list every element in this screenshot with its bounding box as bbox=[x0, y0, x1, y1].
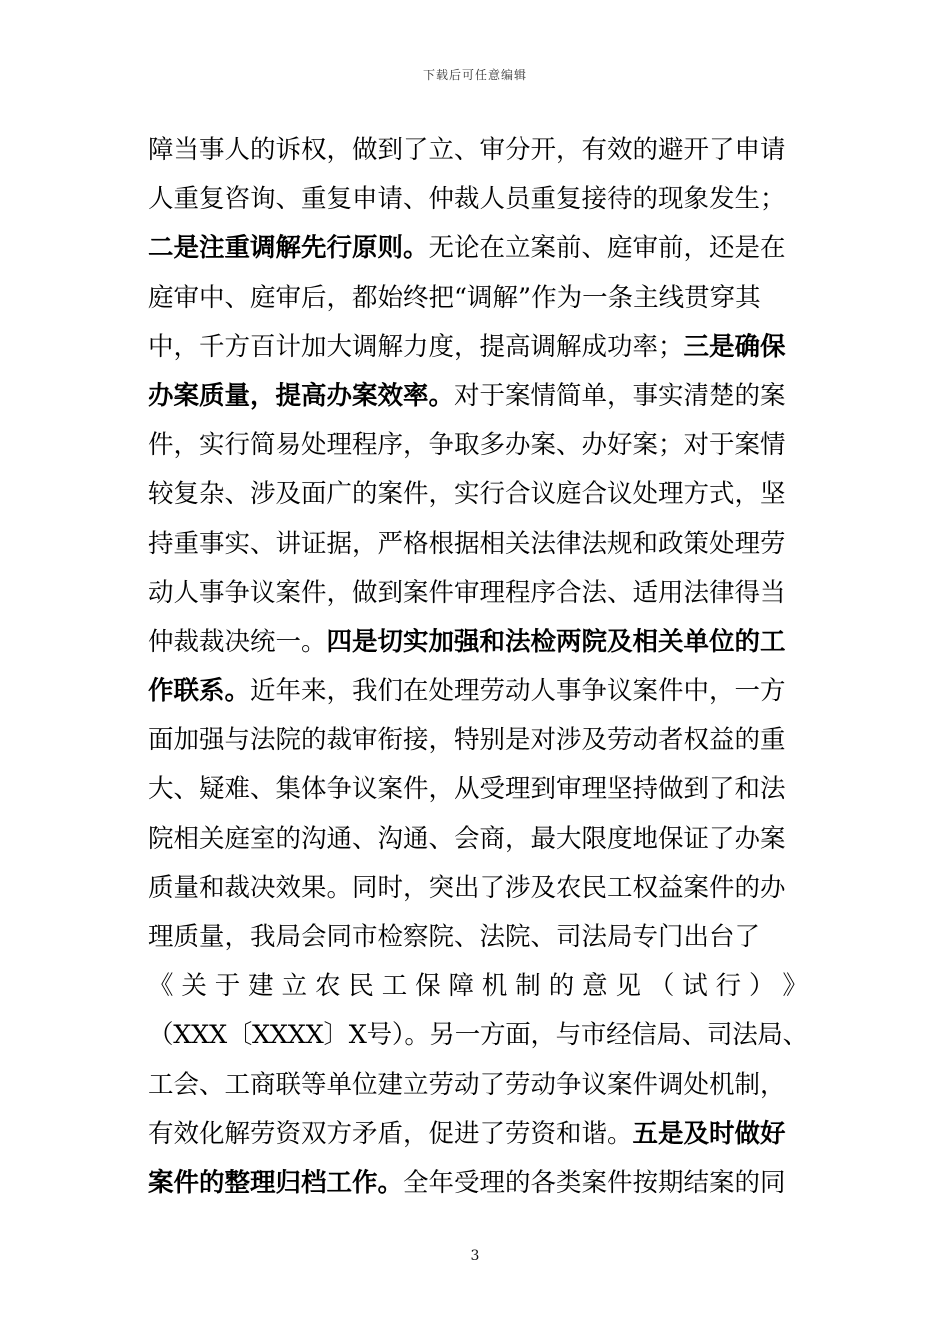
text-segment: 中，千方百计加大调解力度，提高调解成功率； bbox=[148, 331, 684, 362]
text-line bbox=[148, 520, 808, 569]
text-line bbox=[148, 1061, 808, 1110]
text-segment: 有效化解劳资双方矛盾，促进了劳资和谐。 bbox=[148, 1118, 633, 1149]
text-char: 关 bbox=[181, 971, 207, 1002]
text-char: 障 bbox=[448, 971, 475, 1002]
text-char: 试 bbox=[682, 971, 708, 1002]
text-segment: 大、疑难、集体争议案件，从受理到审理坚持做到了和法 bbox=[148, 774, 786, 805]
text-line bbox=[148, 618, 808, 667]
text-line bbox=[148, 667, 808, 716]
text-segment: 障当事人的诉权，做到了立、审分开，有效的避开了申请 bbox=[148, 135, 786, 165]
text-char: 意 bbox=[582, 971, 608, 1002]
text-segment: 人重复咨询、重复申请、仲裁人员重复接待的现象发生； bbox=[148, 184, 786, 215]
text-segment: 较复杂、涉及面广的案件，实行合议庭合议处理方式，坚 bbox=[148, 479, 786, 510]
text-segment: 质量和裁决效果。同时，突出了涉及农民工权益案件的办 bbox=[148, 872, 786, 903]
text-line bbox=[148, 470, 808, 519]
text-char: ） bbox=[749, 971, 775, 1002]
text-line bbox=[148, 1159, 808, 1208]
text-segment: 仲裁裁决统一。 bbox=[148, 626, 327, 657]
text-line bbox=[148, 1011, 808, 1060]
text-char: 行 bbox=[715, 971, 742, 1002]
text-line bbox=[148, 323, 808, 372]
text-segment: 件，实行简易处理程序，争取多办案、办好案；对于案情 bbox=[148, 430, 786, 461]
bold-text-segment: 四是切实加强和法检两院及相关单位的工 bbox=[326, 626, 786, 657]
text-segment: 全年受理的各类案件按期结案的同 bbox=[403, 1167, 786, 1198]
text-segment: 持重事实、讲证据，严格根据相关法律法规和政策处理劳 bbox=[148, 528, 786, 559]
bold-text-segment: 二是注重调解先行原则。 bbox=[148, 233, 429, 264]
text-line bbox=[148, 815, 808, 864]
text-line bbox=[148, 274, 808, 323]
text-line bbox=[148, 1110, 808, 1159]
text-line bbox=[148, 962, 808, 1011]
text-segment: 面加强与法院的裁审衔接，特别是对涉及劳动者权益的重 bbox=[148, 725, 786, 756]
text-line bbox=[148, 421, 808, 470]
bold-text-segment: 作联系。 bbox=[148, 676, 251, 707]
page-number: 3 bbox=[470, 1248, 480, 1264]
text-segment: 近年来，我们在处理劳动人事争议案件中，一方 bbox=[250, 676, 786, 707]
text-line bbox=[148, 224, 808, 273]
text-char: 建 bbox=[248, 971, 274, 1002]
text-line bbox=[148, 716, 808, 765]
bold-text-segment: 办案质量，提高办案效率。 bbox=[148, 380, 455, 411]
bold-text-segment: 三是确保 bbox=[683, 331, 786, 362]
text-segment: 无论在立案前、庭审前，还是在 bbox=[428, 233, 786, 264]
text-char: 制 bbox=[515, 971, 541, 1002]
text-char: 见 bbox=[615, 971, 641, 1002]
text-line bbox=[148, 864, 808, 913]
text-segment: 理质量，我局会同市检察院、法院、司法局专门出台了 bbox=[148, 922, 761, 952]
text-char: 于 bbox=[214, 971, 241, 1002]
document-body bbox=[148, 126, 808, 1208]
text-segment: 庭审中、庭审后，都始终把“调解”作为一条主线贯穿其 bbox=[148, 282, 761, 313]
text-char: 立 bbox=[281, 971, 308, 1002]
text-segment: 工会、工商联等单位建立劳动了劳动争议案件调处机制， bbox=[148, 1069, 786, 1100]
text-char: 《 bbox=[148, 971, 174, 1002]
text-char: 机 bbox=[481, 971, 508, 1002]
text-line bbox=[148, 765, 808, 814]
text-char: 保 bbox=[415, 971, 441, 1002]
text-segment: 动人事争议案件，做到案件审理程序合法、适用法律得当 bbox=[148, 577, 786, 608]
text-segment: 院相关庭室的沟通、沟通、会商，最大限度地保证了办案 bbox=[148, 823, 786, 854]
text-segment: 对于案情简单，事实清楚的案 bbox=[454, 380, 786, 411]
page-header: 下载后可任意编辑 bbox=[422, 68, 527, 82]
text-line bbox=[148, 175, 808, 224]
text-line bbox=[148, 913, 808, 962]
text-char: 的 bbox=[548, 971, 575, 1002]
text-char: 农 bbox=[314, 971, 341, 1002]
text-char: （ bbox=[648, 971, 675, 1002]
text-segment: （XXX〔XXXX〕X号）。另一方面，与市经信局、司法局、 bbox=[148, 1020, 808, 1051]
text-char: 工 bbox=[381, 971, 408, 1002]
text-line bbox=[148, 372, 808, 421]
text-char: 民 bbox=[348, 971, 374, 1002]
bold-text-segment: 案件的整理归档工作。 bbox=[148, 1167, 404, 1198]
text-line bbox=[148, 569, 808, 618]
text-char: 》 bbox=[782, 971, 808, 1002]
text-line bbox=[148, 126, 808, 175]
bold-text-segment: 五是及时做好 bbox=[632, 1118, 786, 1149]
